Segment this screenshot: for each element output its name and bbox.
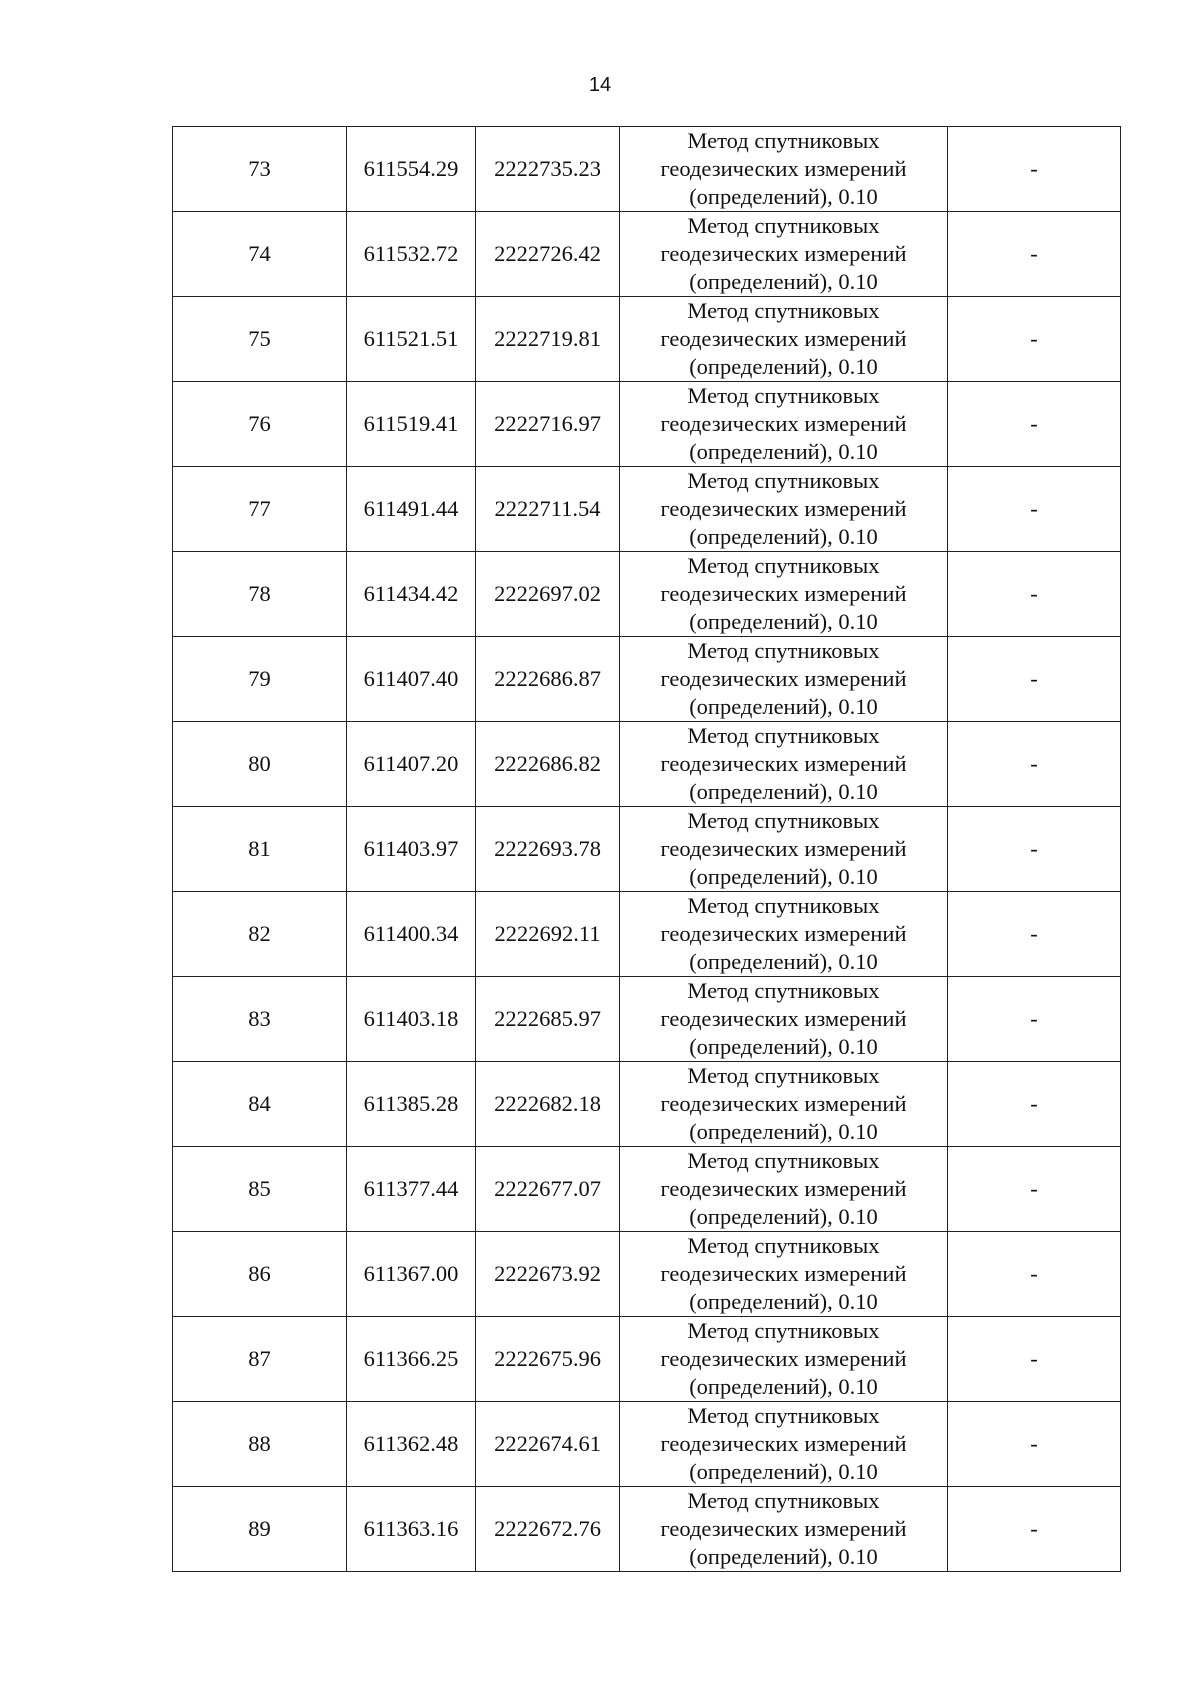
method-text-line: геодезических измерений (660, 921, 907, 946)
point-number-cell: 73 (173, 127, 347, 212)
method-text-line: Метод спутниковых (687, 978, 880, 1003)
method-text-line: геодезических измерений (660, 1431, 907, 1456)
y-coordinate-cell: 2222692.11 (476, 892, 620, 977)
table-row (173, 1317, 1121, 1402)
method-text-line: (определений), 0.10 (689, 1119, 878, 1144)
x-coordinate-cell: 611385.28 (347, 1062, 476, 1147)
method-accuracy-cell (620, 892, 948, 977)
x-coordinate-cell: 611407.40 (347, 637, 476, 722)
page-number: 14 (588, 74, 612, 96)
table-row (173, 127, 1121, 212)
method-accuracy-cell (620, 1402, 948, 1487)
method-text-line: (определений), 0.10 (689, 1374, 878, 1399)
method-text-line: (определений), 0.10 (689, 439, 878, 464)
table-row (173, 1487, 1121, 1572)
y-coordinate-cell: 2222697.02 (476, 552, 620, 637)
note-cell: - (948, 977, 1121, 1062)
point-number-cell: 87 (173, 1317, 347, 1402)
point-number-cell: 84 (173, 1062, 347, 1147)
method-accuracy-cell (620, 127, 948, 212)
y-coordinate-cell: 2222685.97 (476, 977, 620, 1062)
method-text-line: геодезических измерений (660, 836, 907, 861)
method-accuracy-cell (620, 807, 948, 892)
y-coordinate-cell: 2222735.23 (476, 127, 620, 212)
method-text-line: Метод спутниковых (687, 893, 880, 918)
note-cell: - (948, 1487, 1121, 1572)
method-accuracy-cell (620, 1317, 948, 1402)
method-text-line: (определений), 0.10 (689, 609, 878, 634)
method-text-line: (определений), 0.10 (689, 184, 878, 209)
method-text-line: геодезических измерений (660, 1516, 907, 1541)
method-text-line: геодезических измерений (660, 1261, 907, 1286)
method-text-line: (определений), 0.10 (689, 1034, 878, 1059)
x-coordinate-cell: 611362.48 (347, 1402, 476, 1487)
method-text-line: Метод спутниковых (687, 1148, 880, 1173)
y-coordinate-cell: 2222673.92 (476, 1232, 620, 1317)
point-number-cell: 74 (173, 212, 347, 297)
method-text-line: (определений), 0.10 (689, 1204, 878, 1229)
method-text-line: Метод спутниковых (687, 1403, 880, 1428)
method-accuracy-cell (620, 382, 948, 467)
table-row (173, 382, 1121, 467)
method-text-line: (определений), 0.10 (689, 779, 878, 804)
y-coordinate-cell: 2222711.54 (476, 467, 620, 552)
y-coordinate-cell: 2222693.78 (476, 807, 620, 892)
method-text-line: (определений), 0.10 (689, 949, 878, 974)
method-text-line: геодезических измерений (660, 1091, 907, 1116)
method-accuracy-cell (620, 1232, 948, 1317)
method-text-line: Метод спутниковых (687, 468, 880, 493)
y-coordinate-cell: 2222682.18 (476, 1062, 620, 1147)
point-number-cell: 79 (173, 637, 347, 722)
note-cell: - (948, 1402, 1121, 1487)
y-coordinate-cell: 2222726.42 (476, 212, 620, 297)
method-text-line: (определений), 0.10 (689, 354, 878, 379)
x-coordinate-cell: 611554.29 (347, 127, 476, 212)
y-coordinate-cell: 2222716.97 (476, 382, 620, 467)
x-coordinate-cell: 611532.72 (347, 212, 476, 297)
table-row (173, 1062, 1121, 1147)
method-text-line: геодезических измерений (660, 241, 907, 266)
table-row (173, 892, 1121, 977)
note-cell: - (948, 1147, 1121, 1232)
note-cell: - (948, 467, 1121, 552)
table-row (173, 297, 1121, 382)
method-text-line: геодезических измерений (660, 751, 907, 776)
point-number-cell: 86 (173, 1232, 347, 1317)
note-cell: - (948, 552, 1121, 637)
method-text-line: Метод спутниковых (687, 553, 880, 578)
method-text-line: геодезических измерений (660, 666, 907, 691)
point-number-cell: 85 (173, 1147, 347, 1232)
table-row (173, 552, 1121, 637)
method-accuracy-cell (620, 1147, 948, 1232)
note-cell: - (948, 637, 1121, 722)
method-text-line: геодезических измерений (660, 496, 907, 521)
y-coordinate-cell: 2222674.61 (476, 1402, 620, 1487)
x-coordinate-cell: 611403.18 (347, 977, 476, 1062)
method-text-line: (определений), 0.10 (689, 269, 878, 294)
table-row (173, 1147, 1121, 1232)
method-text-line: геодезических измерений (660, 1346, 907, 1371)
table-row (173, 807, 1121, 892)
table-row (173, 977, 1121, 1062)
method-text-line: (определений), 0.10 (689, 694, 878, 719)
y-coordinate-cell: 2222672.76 (476, 1487, 620, 1572)
method-text-line: Метод спутниковых (687, 128, 880, 153)
method-text-line: геодезических измерений (660, 326, 907, 351)
table-row (173, 467, 1121, 552)
note-cell: - (948, 212, 1121, 297)
x-coordinate-cell: 611367.00 (347, 1232, 476, 1317)
method-accuracy-cell (620, 212, 948, 297)
note-cell: - (948, 1232, 1121, 1317)
point-number-cell: 83 (173, 977, 347, 1062)
y-coordinate-cell: 2222675.96 (476, 1317, 620, 1402)
x-coordinate-cell: 611407.20 (347, 722, 476, 807)
method-text-line: Метод спутниковых (687, 1488, 880, 1513)
method-text-line: геодезических измерений (660, 1006, 907, 1031)
method-text-line: Метод спутниковых (687, 1063, 880, 1088)
note-cell: - (948, 807, 1121, 892)
method-text-line: Метод спутниковых (687, 298, 880, 323)
method-text-line: (определений), 0.10 (689, 1459, 878, 1484)
method-text-line: Метод спутниковых (687, 638, 880, 663)
method-accuracy-cell (620, 977, 948, 1062)
method-accuracy-cell (620, 637, 948, 722)
method-text-line: Метод спутниковых (687, 723, 880, 748)
note-cell: - (948, 892, 1121, 977)
x-coordinate-cell: 611400.34 (347, 892, 476, 977)
method-text-line: (определений), 0.10 (689, 864, 878, 889)
table-row (173, 1232, 1121, 1317)
table-body (173, 127, 1121, 1572)
method-accuracy-cell (620, 722, 948, 807)
table-row (173, 212, 1121, 297)
table-row (173, 722, 1121, 807)
note-cell: - (948, 297, 1121, 382)
method-text-line: (определений), 0.10 (689, 524, 878, 549)
point-number-cell: 89 (173, 1487, 347, 1572)
method-text-line: Метод спутниковых (687, 1318, 880, 1343)
method-text-line: Метод спутниковых (687, 808, 880, 833)
note-cell: - (948, 722, 1121, 807)
method-accuracy-cell (620, 1487, 948, 1572)
point-number-cell: 82 (173, 892, 347, 977)
method-accuracy-cell (620, 552, 948, 637)
method-text-line: Метод спутниковых (687, 383, 880, 408)
table-row (173, 1402, 1121, 1487)
point-number-cell: 77 (173, 467, 347, 552)
method-accuracy-cell (620, 297, 948, 382)
y-coordinate-cell: 2222677.07 (476, 1147, 620, 1232)
note-cell: - (948, 1062, 1121, 1147)
x-coordinate-cell: 611377.44 (347, 1147, 476, 1232)
point-number-cell: 78 (173, 552, 347, 637)
y-coordinate-cell: 2222686.87 (476, 637, 620, 722)
x-coordinate-cell: 611434.42 (347, 552, 476, 637)
method-text-line: (определений), 0.10 (689, 1289, 878, 1314)
note-cell: - (948, 382, 1121, 467)
note-cell: - (948, 127, 1121, 212)
method-text-line: геодезических измерений (660, 156, 907, 181)
method-text-line: геодезических измерений (660, 581, 907, 606)
point-number-cell: 76 (173, 382, 347, 467)
method-text-line: Метод спутниковых (687, 1233, 880, 1258)
coordinates-table (172, 126, 1121, 1572)
x-coordinate-cell: 611366.25 (347, 1317, 476, 1402)
y-coordinate-cell: 2222719.81 (476, 297, 620, 382)
method-text-line: геодезических измерений (660, 411, 907, 436)
x-coordinate-cell: 611519.41 (347, 382, 476, 467)
point-number-cell: 81 (173, 807, 347, 892)
method-text-line: Метод спутниковых (687, 213, 880, 238)
method-text-line: геодезических измерений (660, 1176, 907, 1201)
x-coordinate-cell: 611403.97 (347, 807, 476, 892)
point-number-cell: 75 (173, 297, 347, 382)
method-accuracy-cell (620, 467, 948, 552)
x-coordinate-cell: 611491.44 (347, 467, 476, 552)
x-coordinate-cell: 611363.16 (347, 1487, 476, 1572)
point-number-cell: 88 (173, 1402, 347, 1487)
point-number-cell: 80 (173, 722, 347, 807)
x-coordinate-cell: 611521.51 (347, 297, 476, 382)
table-row (173, 637, 1121, 722)
y-coordinate-cell: 2222686.82 (476, 722, 620, 807)
note-cell: - (948, 1317, 1121, 1402)
method-accuracy-cell (620, 1062, 948, 1147)
method-text-line: (определений), 0.10 (689, 1544, 878, 1569)
